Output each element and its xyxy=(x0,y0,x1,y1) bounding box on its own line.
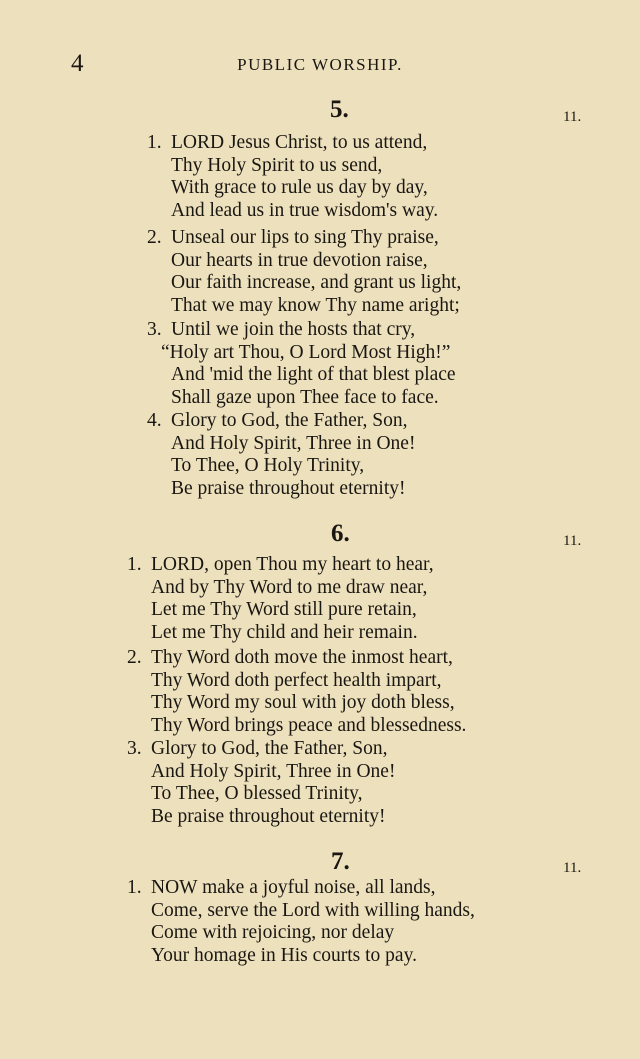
verse-line: That we may know Thy name aright; xyxy=(171,294,460,316)
verse-line: 1. LORD, open Thou my heart to hear, xyxy=(127,554,434,575)
verse-line: Thy Holy Spirit to us send, xyxy=(171,154,383,176)
hymn-7-number: 7. xyxy=(331,848,350,875)
verse-line: To Thee, O blessed Trinity, xyxy=(151,783,363,804)
verse-number: 2. xyxy=(147,227,162,248)
hymn-5-verse-3 xyxy=(147,319,456,409)
verse-number: 4. xyxy=(147,410,162,431)
verse-line: Thy Word my soul with joy doth bless, xyxy=(151,692,455,713)
hymn-6-verse-1 xyxy=(127,554,434,644)
hymn-5-verse-4 xyxy=(147,410,415,500)
verse-line: With grace to rule us day by day, xyxy=(171,177,428,198)
verse-line: Thy Word brings peace and blessedness. xyxy=(151,714,467,736)
hymn-6-verse-3 xyxy=(127,738,395,828)
verse-line: Thy Word doth perfect health impart, xyxy=(151,669,442,691)
verse-line: Come with rejoicing, nor delay xyxy=(151,922,395,943)
verse-line: Shall gaze upon Thee face to face. xyxy=(171,386,439,408)
verse-number: 1. xyxy=(127,877,142,898)
verse-number: 1. xyxy=(147,132,162,153)
verse-line: 1. LORD Jesus Christ, to us attend, xyxy=(147,132,428,153)
verse-line: 3. Until we join the hosts that cry, xyxy=(147,319,416,340)
verse-number: 3. xyxy=(147,319,162,340)
hymn-5-number: 5. xyxy=(330,96,349,123)
verse-number: 3. xyxy=(127,738,142,759)
running-head: PUBLIC WORSHIP. xyxy=(237,55,403,74)
verse-line: Be praise throughout eternity! xyxy=(151,805,386,827)
hymn-5-meter: 11. xyxy=(563,109,582,125)
verse-line: “Holy art Thou, O Lord Most High!” xyxy=(161,341,451,363)
verse-line: And Holy Spirit, Three in One! xyxy=(171,432,416,454)
verse-number: 1. xyxy=(127,554,142,575)
verse-line: Let me Thy Word still pure retain, xyxy=(151,599,417,620)
verse-number: 2. xyxy=(127,647,142,668)
verse-line: And lead us in true wisdom's way. xyxy=(171,199,439,221)
hymn-7-meter: 11. xyxy=(563,860,582,876)
verse-line: Your homage in His courts to pay. xyxy=(151,944,417,966)
hymn-7-verse-1 xyxy=(127,877,475,967)
verse-line: To Thee, O Holy Trinity, xyxy=(171,455,365,476)
verse-line: And by Thy Word to me draw near, xyxy=(151,576,428,598)
verse-line: 2. Unseal our lips to sing Thy praise, xyxy=(147,227,439,248)
verse-line: 3. Glory to God, the Father, Son, xyxy=(127,738,388,759)
verse-line: 4. Glory to God, the Father, Son, xyxy=(147,410,408,431)
verse-line: And 'mid the light of that blest place xyxy=(171,364,456,385)
verse-line: And Holy Spirit, Three in One! xyxy=(151,760,396,782)
hymn-5-verse-1 xyxy=(147,132,438,222)
hymn-6-number: 6. xyxy=(331,520,350,547)
verse-line: 1. NOW make a joyful noise, all lands, xyxy=(127,877,436,898)
verse-line: Our hearts in true devotion raise, xyxy=(171,249,428,271)
page-number: 4 xyxy=(71,50,84,77)
verse-line: Our faith increase, and grant us light, xyxy=(171,272,462,293)
hymn-6-meter: 11. xyxy=(563,533,582,549)
verse-line: 2. Thy Word doth move the inmost heart, xyxy=(127,647,453,668)
hymn-5-verse-2 xyxy=(147,227,461,317)
verse-line: Come, serve the Lord with willing hands, xyxy=(151,899,475,921)
verse-line: Let me Thy child and heir remain. xyxy=(151,621,418,643)
hymn-6-verse-2 xyxy=(127,647,466,737)
verse-line: Be praise throughout eternity! xyxy=(171,477,406,499)
